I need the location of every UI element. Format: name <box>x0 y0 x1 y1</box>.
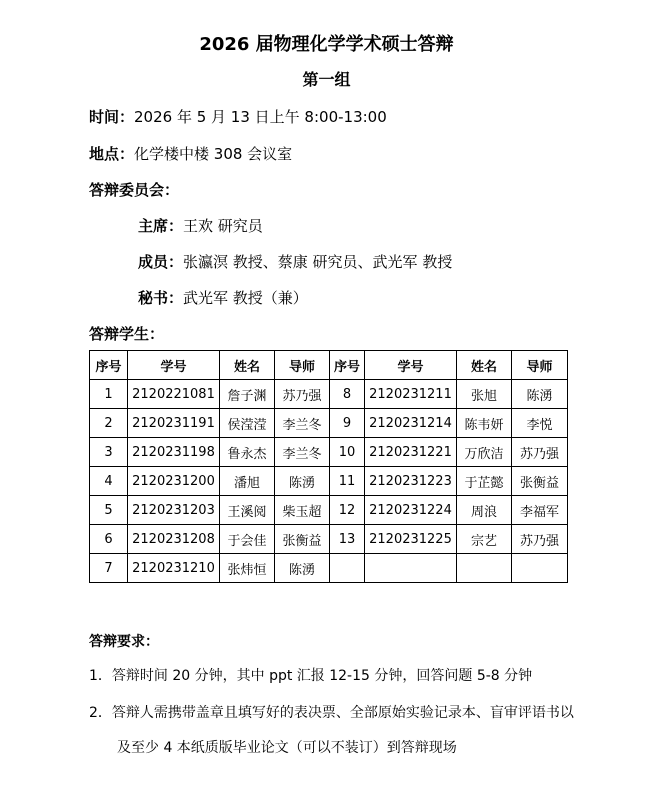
cell-student-id: 2120231221 <box>365 438 457 467</box>
cell-student-id: 2120231203 <box>128 496 220 525</box>
committee-heading: 答辩委员会： <box>89 181 180 199</box>
cell-advisor: 陈湧 <box>275 554 330 583</box>
cell-student-id: 2120221081 <box>128 380 220 409</box>
cell-advisor: 柴玉超 <box>275 496 330 525</box>
cell-student-id: 2120231208 <box>128 525 220 554</box>
table-row <box>90 554 568 583</box>
cell-index: 11 <box>330 467 365 496</box>
cell-student-id: 2120231214 <box>365 409 457 438</box>
cell-advisor: 苏乃强 <box>512 438 568 467</box>
cell-index: 1 <box>90 380 128 409</box>
members-line <box>138 251 452 273</box>
cell-advisor: 苏乃强 <box>512 525 568 554</box>
time-label: 时间： <box>89 108 135 126</box>
header-name: 姓名 <box>457 351 512 380</box>
members-label: 成员： <box>138 253 184 271</box>
secretary-value: 武光军 教授（兼） <box>183 289 308 307</box>
cell-index: 12 <box>330 496 365 525</box>
cell-name: 詹子渊 <box>220 380 275 409</box>
header-advisor: 导师 <box>275 351 330 380</box>
cell-name: 于会佳 <box>220 525 275 554</box>
requirements-heading: 答辩要求： <box>89 634 159 650</box>
cell-advisor: 李兰冬 <box>275 409 330 438</box>
members-value: 张瀛溟 教授、蔡康 研究员、武光军 教授 <box>183 253 453 271</box>
cell-index: 6 <box>90 525 128 554</box>
cell-name: 侯滢滢 <box>220 409 275 438</box>
cell-student-id: 2120231224 <box>365 496 457 525</box>
table-row <box>90 467 568 496</box>
place-label: 地点： <box>89 145 135 163</box>
cell-advisor: 李悦 <box>512 409 568 438</box>
requirement-item-2-line-1: 2．答辩人需携带盖章且填写好的表决票、全部原始实验记录本、盲审评语书以 <box>89 705 574 721</box>
document-title: 2026 届物理化学学术硕士答辩 <box>199 34 454 55</box>
time-line <box>89 106 387 128</box>
table-row <box>90 409 568 438</box>
cell-index: 9 <box>330 409 365 438</box>
header-index: 序号 <box>90 351 128 380</box>
secretary-line <box>138 287 308 309</box>
cell-index: 8 <box>330 380 365 409</box>
cell-name: 潘旭 <box>220 467 275 496</box>
cell-index: 13 <box>330 525 365 554</box>
cell-advisor: 苏乃强 <box>275 380 330 409</box>
cell-advisor: 张衡益 <box>512 467 568 496</box>
cell-advisor: 李兰冬 <box>275 438 330 467</box>
table-header-row <box>90 351 568 380</box>
chair-line <box>138 215 263 237</box>
chair-value: 王欢 研究员 <box>183 217 263 235</box>
table-row <box>90 496 568 525</box>
cell-name: 王溪阅 <box>220 496 275 525</box>
cell-index: 5 <box>90 496 128 525</box>
cell-index: 2 <box>90 409 128 438</box>
cell-name: 陈韦妍 <box>457 409 512 438</box>
cell-advisor: 陈湧 <box>275 467 330 496</box>
cell-index: 3 <box>90 438 128 467</box>
cell-student-id: 2120231198 <box>128 438 220 467</box>
cell-name: 张炜恒 <box>220 554 275 583</box>
cell-index <box>330 554 365 583</box>
students-heading: 答辩学生： <box>89 325 165 343</box>
cell-name: 鲁永杰 <box>220 438 275 467</box>
cell-student-id: 2120231211 <box>365 380 457 409</box>
cell-student-id: 2120231223 <box>365 467 457 496</box>
cell-name <box>457 554 512 583</box>
cell-advisor: 李福军 <box>512 496 568 525</box>
cell-index: 4 <box>90 467 128 496</box>
place-value: 化学楼中楼 308 会议室 <box>134 145 293 163</box>
header-index: 序号 <box>330 351 365 380</box>
table-row <box>90 438 568 467</box>
cell-index: 10 <box>330 438 365 467</box>
cell-student-id: 2120231191 <box>128 409 220 438</box>
header-student-id: 学号 <box>365 351 457 380</box>
cell-advisor: 张衡益 <box>275 525 330 554</box>
header-advisor: 导师 <box>512 351 568 380</box>
cell-advisor: 陈湧 <box>512 380 568 409</box>
chair-label: 主席： <box>138 217 184 235</box>
requirement-item-1: 1．答辩时间 20 分钟，其中 ppt 汇报 12-15 分钟，回答问题 5-8 分钟 <box>89 668 533 684</box>
cell-name: 张旭 <box>457 380 512 409</box>
header-name: 姓名 <box>220 351 275 380</box>
cell-student-id: 2120231200 <box>128 467 220 496</box>
cell-name: 周浪 <box>457 496 512 525</box>
cell-name: 宗艺 <box>457 525 512 554</box>
time-value: 2026 年 5 月 13 日上午 8:00-13:00 <box>134 108 387 126</box>
requirement-item-2-line-2: 及至少 4 本纸质版毕业论文（可以不装订）到答辩现场 <box>117 740 457 756</box>
cell-student-id: 2120231225 <box>365 525 457 554</box>
cell-advisor <box>512 554 568 583</box>
secretary-label: 秘书： <box>138 289 184 307</box>
header-student-id: 学号 <box>128 351 220 380</box>
cell-name: 万欣洁 <box>457 438 512 467</box>
cell-name: 于芷懿 <box>457 467 512 496</box>
table-row <box>90 525 568 554</box>
cell-student-id: 2120231210 <box>128 554 220 583</box>
place-line <box>89 143 292 165</box>
cell-student-id <box>365 554 457 583</box>
students-table <box>89 350 568 583</box>
group-title: 第一组 <box>302 70 351 89</box>
cell-index: 7 <box>90 554 128 583</box>
table-row <box>90 380 568 409</box>
